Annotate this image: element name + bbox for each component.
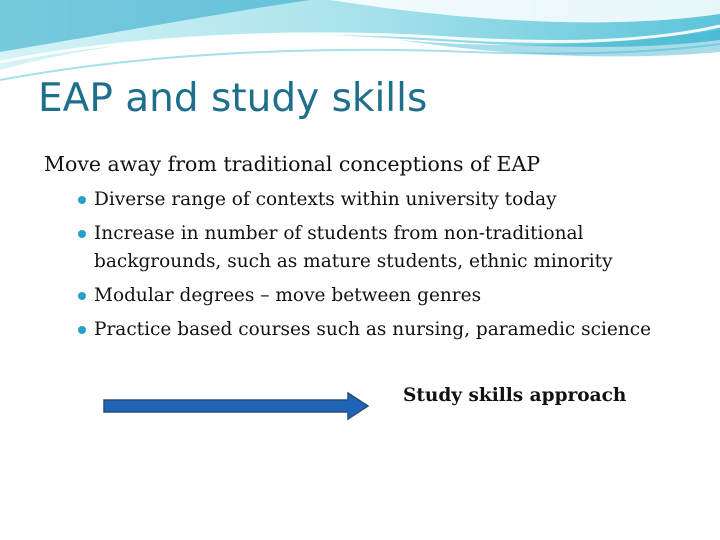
slide-title: EAP and study skills bbox=[38, 76, 428, 121]
bullet-item bbox=[76, 316, 676, 344]
bullet-list bbox=[76, 186, 676, 350]
bullet-dot-icon bbox=[78, 326, 86, 334]
right-arrow-icon bbox=[102, 390, 370, 422]
study-skills-approach-label: Study skills approach bbox=[403, 385, 627, 406]
bullet-item bbox=[76, 186, 676, 214]
bullet-text: Diverse range of contexts within university today bbox=[94, 189, 557, 210]
bullet-item bbox=[76, 282, 676, 310]
lead-text: Move away from traditional conceptions of EAP bbox=[44, 152, 541, 176]
bullet-text: Practice based courses such as nursing, paramedic science bbox=[94, 319, 652, 340]
bullet-text: Increase in number of students from non-traditional backgrounds, such as mature students, ethnic minority bbox=[94, 223, 613, 272]
bullet-dot-icon bbox=[78, 292, 86, 300]
bullet-text: Modular degrees – move between genres bbox=[94, 285, 482, 306]
bullet-dot-icon bbox=[78, 196, 86, 204]
bullet-item bbox=[76, 220, 676, 276]
bullet-dot-icon bbox=[78, 230, 86, 238]
